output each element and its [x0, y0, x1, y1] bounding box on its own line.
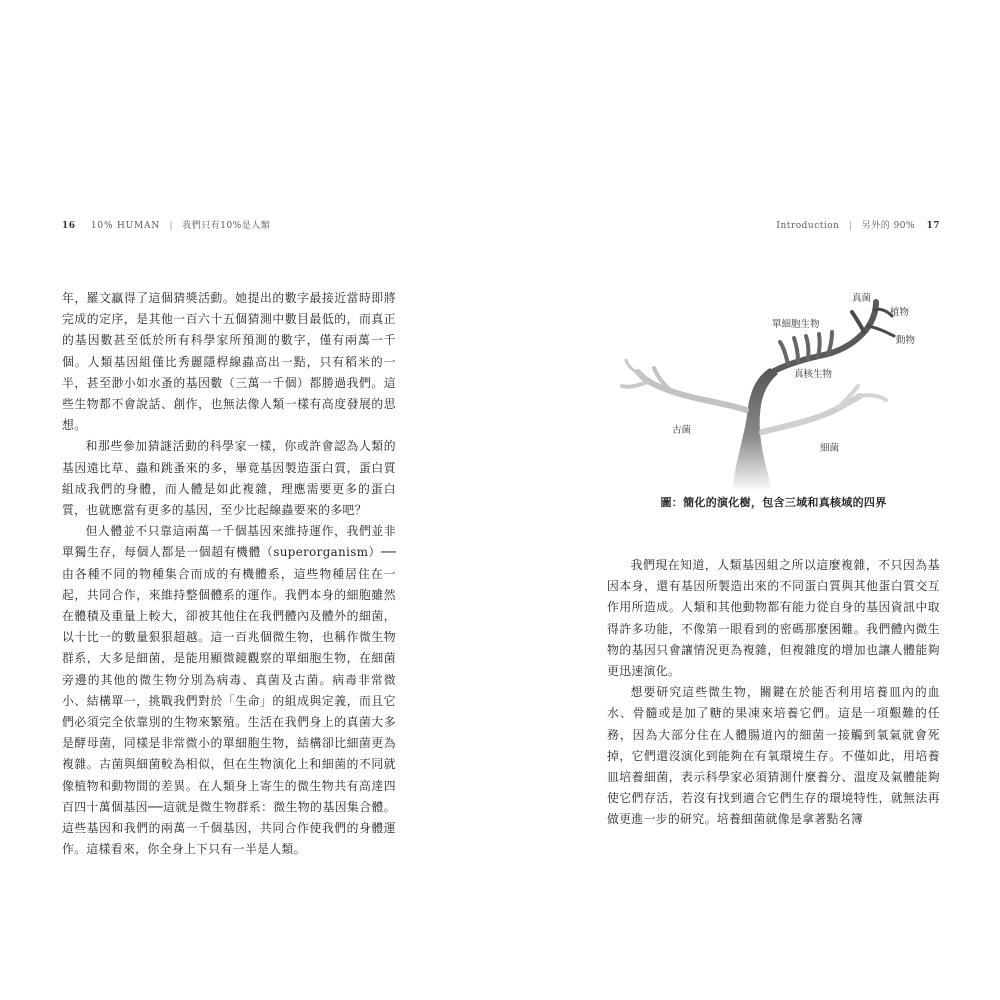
paragraph: 我們現在知道，人類基因組之所以這麼複雜，不只因為基因本身，還有基因所製造出來的不同蛋白質與其他蛋白質交互作用所造成。人類和其他動物都有能力從自身的基因資訊中取得許多功能，不像第一眼看到的密碼那麼困難。我們體內微生物的基因只會讓情況更為複雜，但複雜度的增加也讓人體能夠更迅速演化。 — [607, 558, 940, 679]
archaea-twig — [622, 382, 648, 387]
section-title: 另外的 90% — [861, 221, 916, 231]
archaea-twig — [626, 360, 640, 374]
bacteria-twig — [860, 395, 886, 400]
evolution-tree-graphic — [620, 282, 920, 492]
left-running-head — [62, 218, 270, 231]
unicellular-twig — [806, 336, 808, 359]
right-page — [500, 0, 1000, 1000]
evolution-tree-figure — [620, 282, 920, 492]
animals-twig — [868, 326, 894, 336]
label-unicellular: 單細胞生物 — [772, 319, 820, 330]
label-fungi: 真菌 — [852, 293, 872, 304]
paragraph: 但人體並不只靠這兩萬一千個基因來維持運作，我們並非單獨生存，每個人都是一個超有機體（superorganism）──由各種不同的物種集合而成的有機體系，這些物種居住在一起，共同合作，來維持整個體系的運作。我們本身的細胞雖然在體積及重量上較大，卻被其他住在我們體內及體外的細菌，以十比一的數量狠狠超越。這一百兆個微生物，也稱作微生物群系，大多是細菌，是能用顯微鏡觀察的單細胞生物，在細菌旁邊的其他的微生物分別為病毒、真菌及古菌。病毒非常微小、結構單一，挑戰我們對於「生命」的組成與定義，而且它們必須完全依靠別的生物來繁殖。生活在我們身上的真菌大多是酵母菌，同樣是非常微小的單細胞生物，結構卻比細菌更為複雜。古菌與細菌較為相似，但在生物演化上和細菌的不同就像植物和動物間的差異。在人類身上寄生的微生物共有高達四百四十萬個基因──這就是微生物群系：微生物的基因集合體。這些基因和我們的兩萬一千個基因，共同合作使我們的身體運作。這樣看來，你全身上下只有一半是人類。 — [62, 524, 396, 857]
page-number-left: 16 — [62, 221, 76, 231]
label-animals: 動物 — [896, 335, 916, 346]
unicellular-twig — [794, 338, 798, 361]
label-bacteria: 細菌 — [820, 443, 840, 454]
unicellular-twig — [818, 334, 820, 357]
page-number-right: 17 — [926, 221, 940, 231]
label-archaea: 古菌 — [672, 425, 692, 436]
right-running-head — [776, 218, 940, 231]
section-name: Introduction — [776, 221, 840, 231]
label-plants: 植物 — [890, 307, 910, 318]
label-eukaryotes: 真核生物 — [794, 369, 833, 380]
unicellular-twig — [780, 342, 788, 364]
head-divider: | — [169, 221, 173, 231]
book-title: 10% HUMAN — [90, 221, 160, 231]
paragraph: 年，羅文贏得了這個猜獎活動。她提出的數字最接近當時即將完成的定序，是其他一百六十五個猜測中數目最低的，而真正的基因數甚至低於所有科學家所預測的數字，僅有兩萬一千個。人類基因組僅比秀麗隱桿線蟲高出一點，只有稻米的一半，甚至渺小如水蚤的基因數（三萬一千個）都勝過我們。這些生物都不會說話、創作，也無法像人類一樣有高度發展的思想。 — [62, 291, 396, 433]
paragraph: 和那些參加猜謎活動的科學家一樣，你或許會認為人類的基因遠比草、蟲和跳蚤來的多，畢竟基因製造蛋白質，蛋白質組成我們的身體，而人體是如此複雜，理應需要更多的蛋白質，也就應當有更多的基因，至少比起線蟲要來的多吧？ — [62, 439, 396, 518]
fungi-twig — [852, 312, 864, 332]
paragraph: 想要研究這些微生物，關鍵在於能否利用培養皿內的血水、骨髓或是加了糖的果凍來培養它們。這是一項艱難的任務，因為大部分住在人體腸道內的細菌一接觸到氧氣就會死掉，它們還沒演化到能夠在有氧環境生存。不僅如此，用培養皿培養細菌，表示科學家必須猜測什麼養分、溫度及氣體能夠使它們存活，若沒有找到適合它們生存的環境特性，就無法再做更進一步的研究。培養細菌就像是拿著點名簿 — [607, 685, 940, 827]
left-body-text — [62, 288, 396, 860]
right-body-text — [607, 555, 940, 831]
eukaryote-branch — [774, 302, 876, 371]
head-divider: | — [848, 221, 853, 231]
chapter-title: 我們只有10%是人類 — [182, 221, 271, 231]
figure-caption: 圖：簡化的演化樹，包含三域和真核域的四界 — [660, 496, 887, 509]
archaea-branch — [638, 372, 746, 410]
